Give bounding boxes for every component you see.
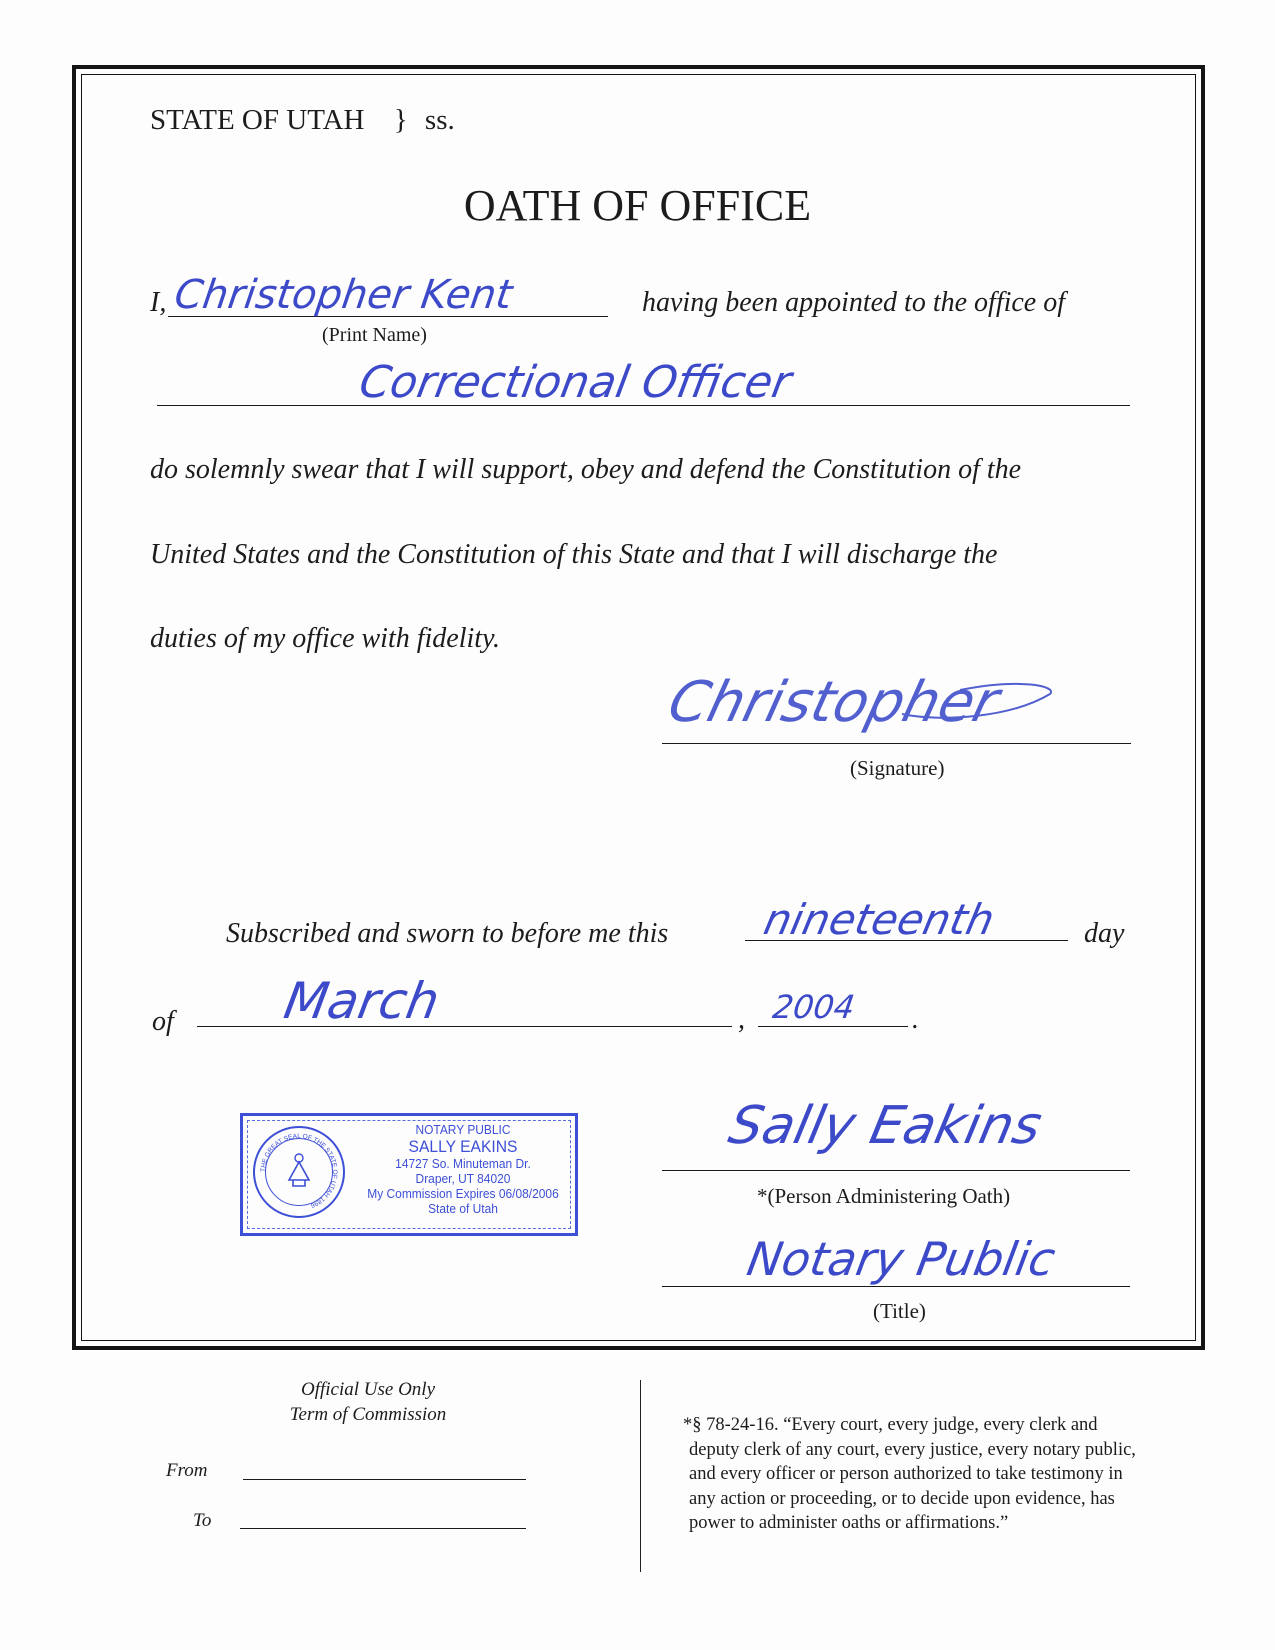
signature-line	[662, 743, 1131, 744]
official-use-line: Official Use Only	[300, 1379, 436, 1400]
to-line[interactable]	[240, 1528, 526, 1529]
state-seal	[253, 1126, 345, 1218]
footnote-line-3: and every officer or person authorized to take testimony in	[689, 1464, 1123, 1484]
state-heading	[150, 104, 455, 137]
notary-stamp	[240, 1113, 578, 1236]
print-name-label: (Print Name)	[322, 324, 427, 346]
title-label: (Title)	[873, 1299, 926, 1323]
to-label: To	[193, 1510, 212, 1531]
year-handwriting: 2004	[770, 988, 858, 1026]
footnote-line-2: deputy clerk of any court, every justice, every notary public,	[689, 1439, 1136, 1460]
signature-label: (Signature)	[850, 756, 945, 780]
month-line	[197, 1026, 732, 1027]
from-line[interactable]	[243, 1479, 526, 1480]
oath-prefix: I,	[150, 287, 167, 318]
sworn-text: Subscribed and sworn to before me this	[226, 918, 669, 949]
footnote-line-1: *§ 78-24-16. “Every court, every judge, every clerk and	[683, 1415, 1098, 1435]
stamp-line-5: My Commission Expires 06/08/2006	[367, 1186, 559, 1201]
day-label: day	[1084, 918, 1125, 949]
footnote-line-4: any action or proceeding, or to decide upon evidence, has	[689, 1488, 1115, 1509]
footer-divider	[640, 1380, 641, 1572]
stamp-line-6: State of Utah	[428, 1201, 498, 1216]
oath-line-2: United States and the Constitution of this State and that I will discharge the	[150, 539, 998, 570]
stamp-line-1: NOTARY PUBLIC	[415, 1122, 511, 1137]
comma: ,	[738, 1004, 745, 1035]
official-use-heading	[243, 1377, 493, 1427]
administrator-label: *(Person Administering Oath)	[757, 1184, 1011, 1208]
administrator-line	[662, 1170, 1130, 1171]
day-handwriting: nineteenth	[759, 895, 999, 944]
oath-line-3: duties of my office with fidelity.	[150, 623, 500, 654]
oath-line-1: do solemnly swear that I will support, obey and defend the Constitution of the	[150, 454, 1022, 485]
stamp-line-4: Draper, UT 84020	[415, 1171, 511, 1186]
footnote-line-5: power to administer oaths or affirmations.”	[689, 1513, 1009, 1533]
office-handwriting: Correctional Officer	[355, 357, 796, 408]
stamp-line-3: 14727 So. Minuteman Dr.	[395, 1156, 531, 1171]
statute-footnote	[683, 1413, 1136, 1536]
administrator-signature: Sally Eakins	[723, 1096, 1047, 1156]
signature-flourish	[900, 672, 1060, 732]
title-line	[662, 1286, 1130, 1287]
state-name: STATE OF UTAH	[150, 104, 365, 136]
term-of-commission: Term of Commission	[289, 1404, 447, 1425]
of-label: of	[152, 1006, 174, 1037]
title-handwriting: Notary Public	[743, 1232, 1060, 1286]
year-line	[758, 1026, 908, 1027]
appointed-text: having been appointed to the office of	[642, 287, 1066, 318]
brace: }	[393, 104, 408, 136]
signature-handwriting: Christopher	[661, 670, 1006, 735]
ss-label: ss.	[424, 104, 455, 136]
seal-text: THE GREAT SEAL OF THE STATE OF UTAH 1896	[259, 1132, 339, 1209]
period: .	[912, 1004, 919, 1035]
document-title: OATH OF OFFICE	[463, 181, 812, 230]
printed-name-handwriting: Christopher Kent	[171, 272, 516, 318]
month-handwriting: March	[279, 972, 444, 1030]
from-label: From	[166, 1460, 208, 1481]
svg-text:THE GREAT SEAL OF THE STATE OF	[260, 1133, 338, 1209]
stamp-line-2: SALLY EAKINS	[408, 1137, 518, 1156]
